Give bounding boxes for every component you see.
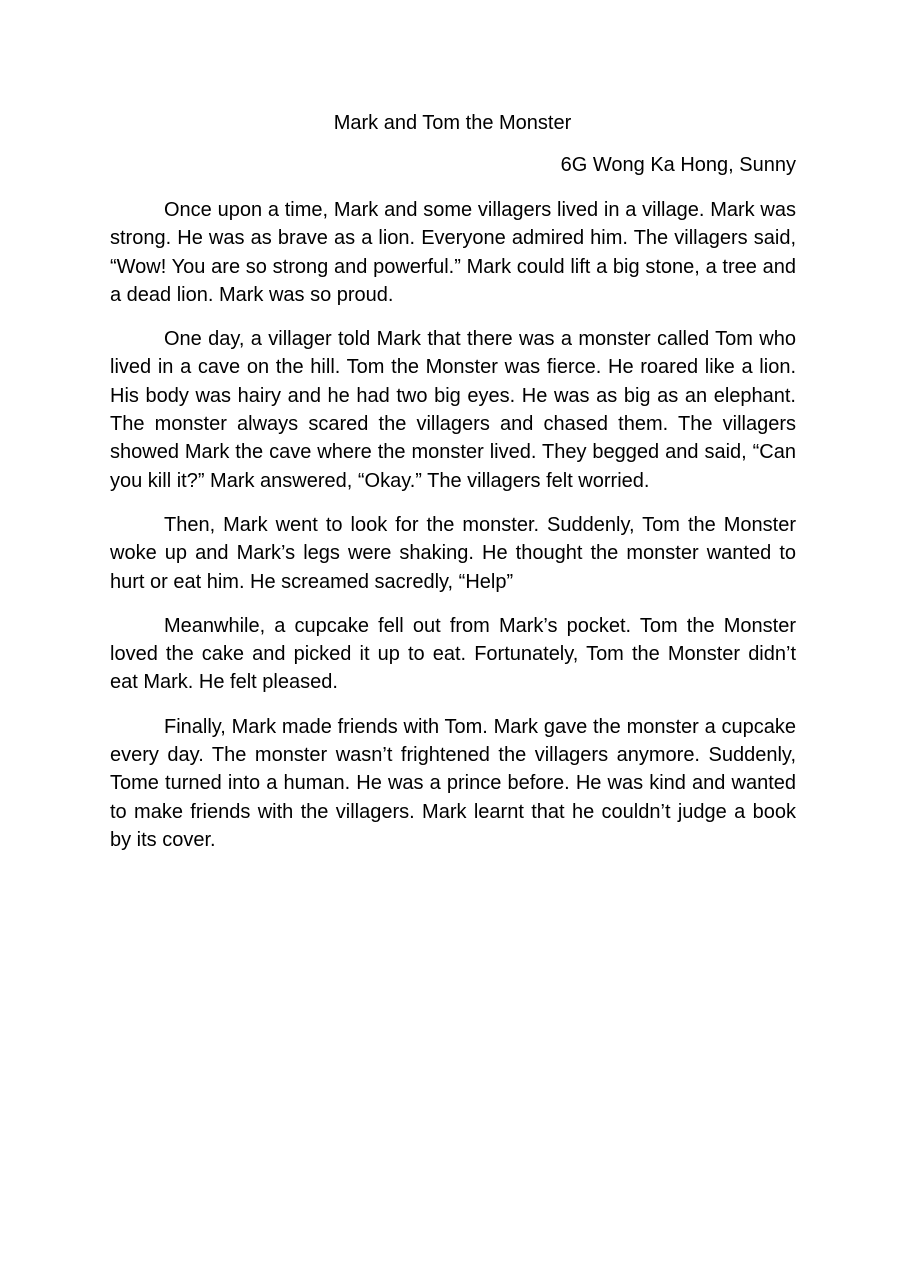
paragraph: One day, a villager told Mark that there was a monster called Tom who lived in a cave on the hill. Tom the Monster was fierce. He roared like a lion. His body was hairy and he had two big eyes. He was as big as an elephant. The monster always scared the villagers and chased them. The villagers showed Mark the cave where the monster lived. They begged and said, “Can you kill it?” Mark answered, “Okay.” The villagers felt worried. [110, 328, 796, 492]
paragraph: Meanwhile, a cupcake fell out from Mark’s pocket. Tom the Monster loved the cake and picked it up to eat. Fortunately, Tom the Monster didn’t eat Mark. He felt pleased. [110, 614, 796, 694]
document-title: Mark and Tom the Monster [333, 112, 572, 134]
author-line: 6G Wong Ka Hong, Sunny [560, 154, 796, 176]
paragraph: Once upon a time, Mark and some villagers lived in a village. Mark was strong. He was as brave as a lion. Everyone admired him. The villagers said, “Wow! You are so strong and powerful.” Mark could lift a big stone, a tree and a dead lion. Mark was so proud. [110, 199, 796, 306]
story-body [110, 196, 796, 870]
paragraph: Then, Mark went to look for the monster. Suddenly, Tom the Monster woke up and Mark’s legs were shaking. He thought the monster wanted to hurt or eat him. He screamed sacredly, “Help” [110, 513, 796, 593]
paragraph: Finally, Mark made friends with Tom. Mark gave the monster a cupcake every day. The monster wasn’t frightened the villagers anymore. Suddenly, Tome turned into a human. He was a prince before. He was kind and wanted to make friends with the villagers. Mark learnt that he couldn’t judge a book by its cover. [110, 715, 796, 851]
